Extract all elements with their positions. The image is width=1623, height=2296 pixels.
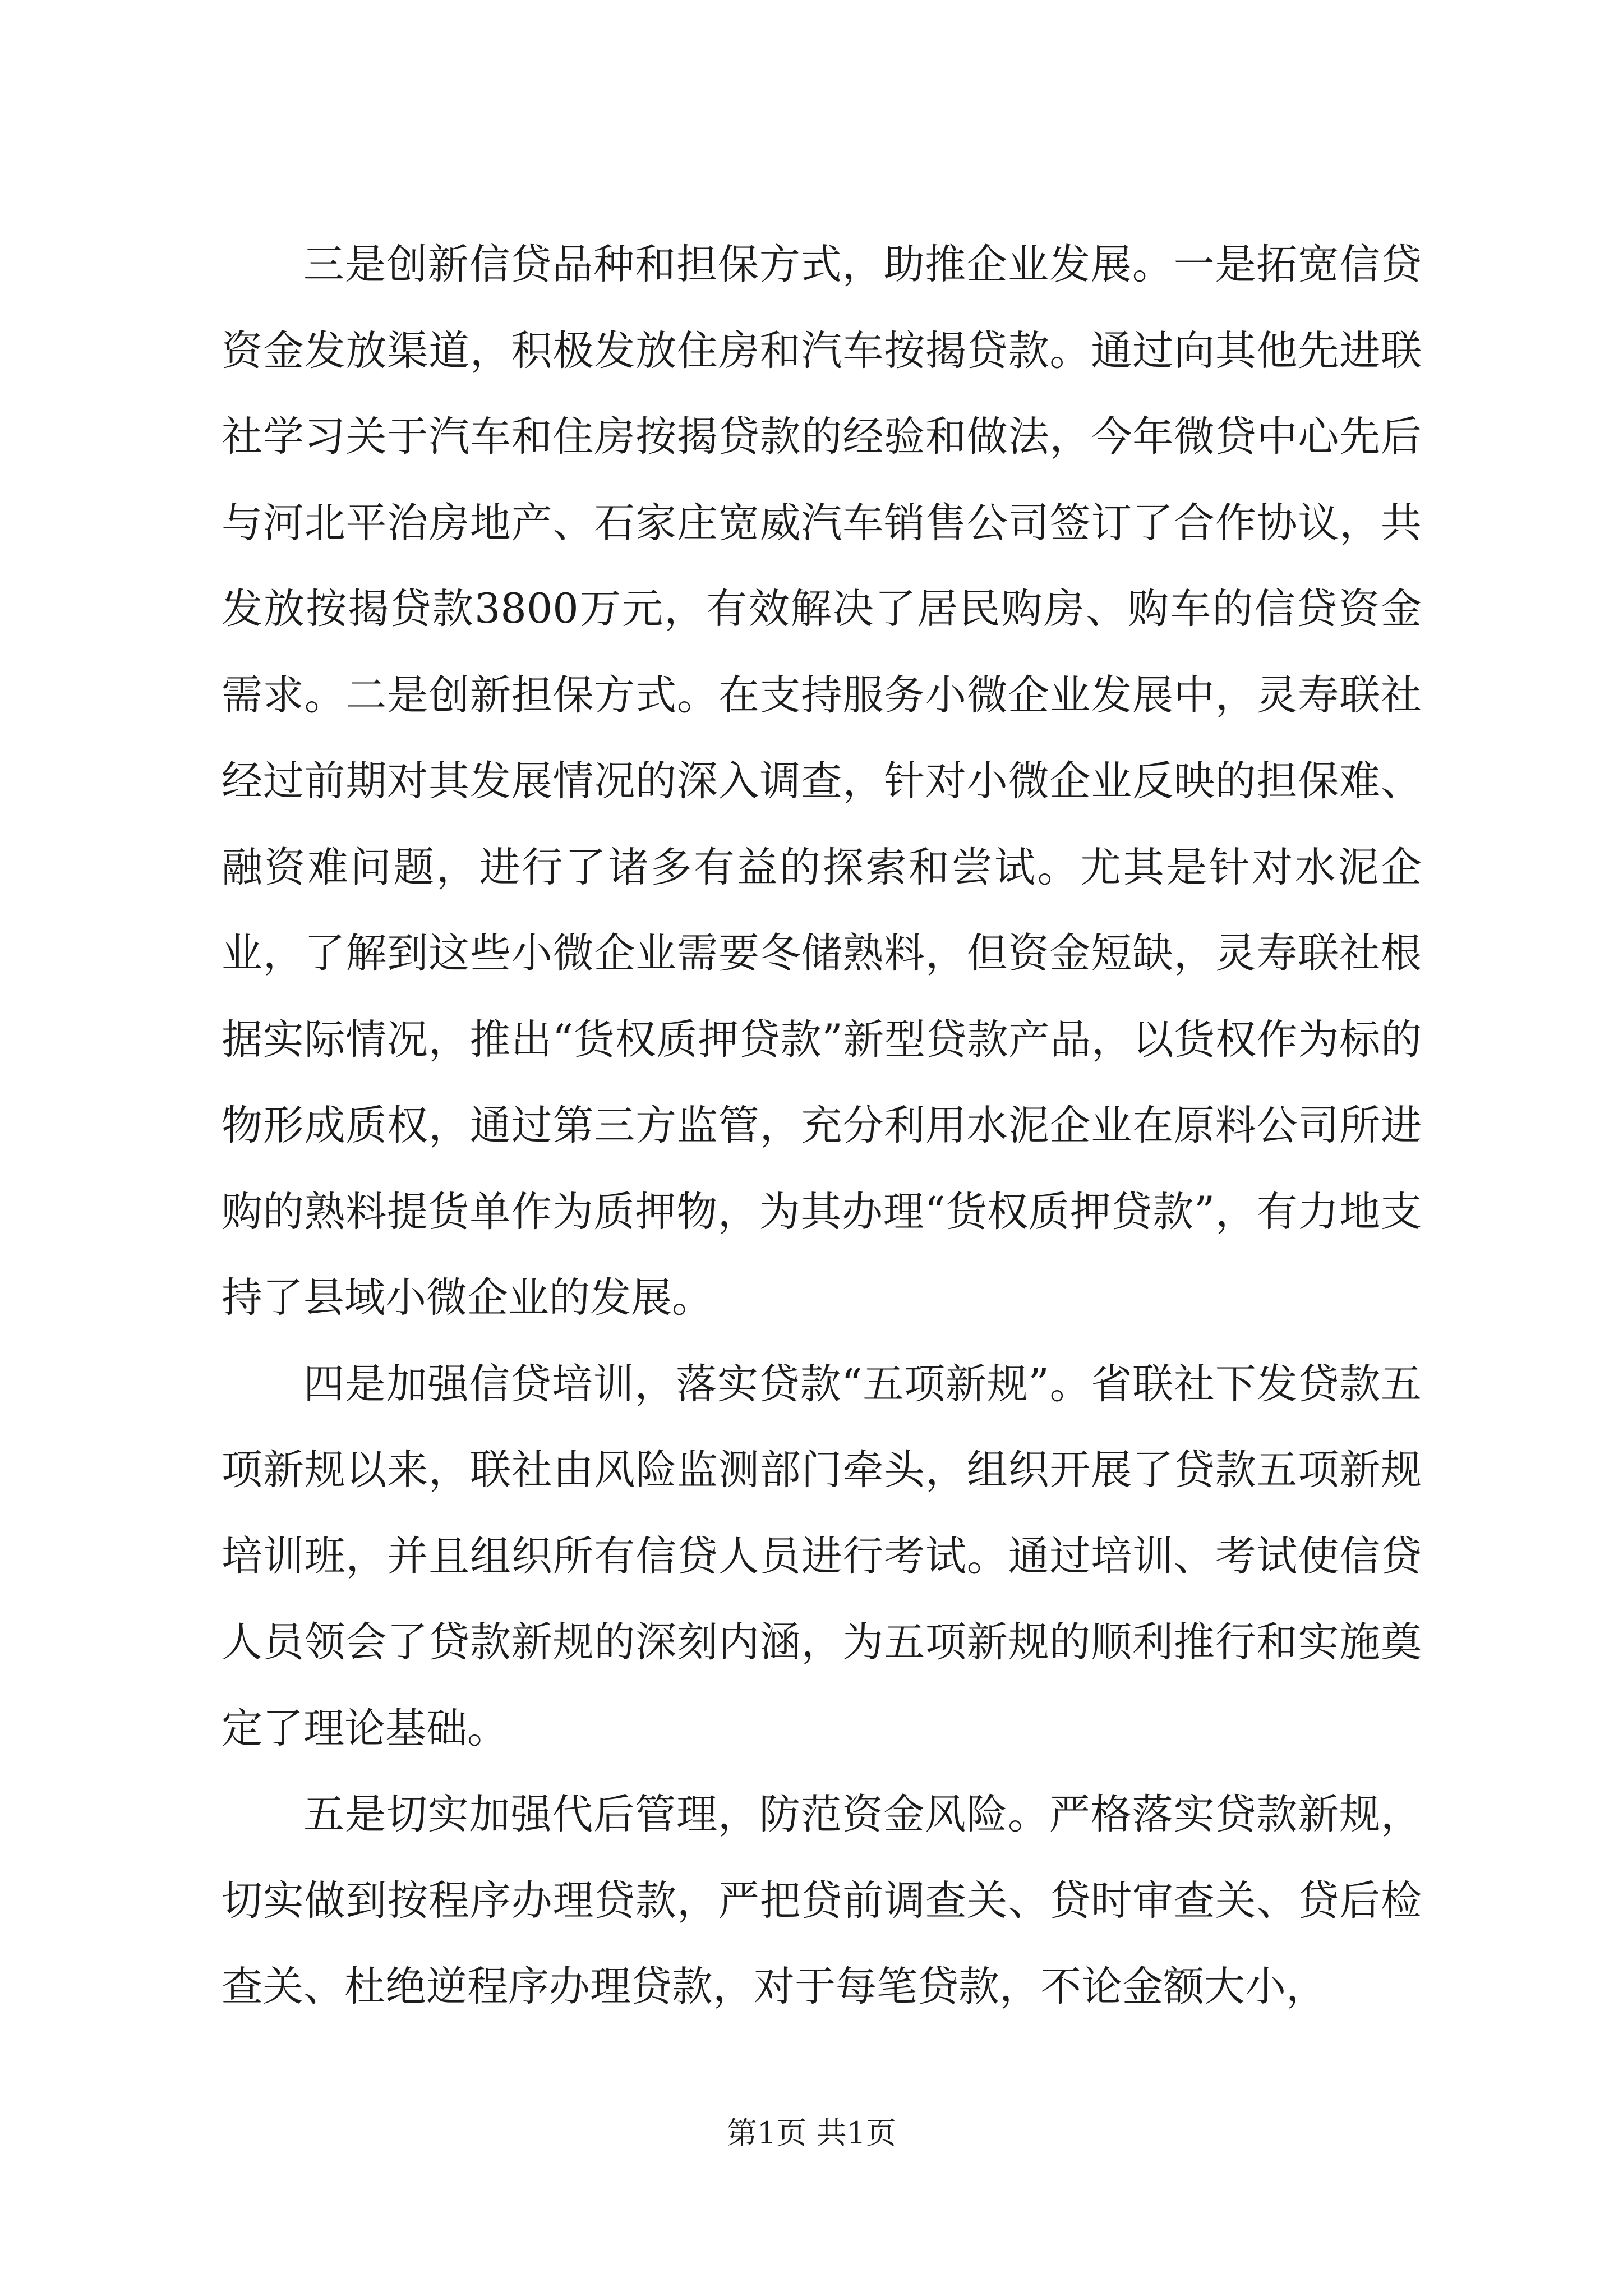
paragraph-credit-training: 四是加强信贷培训，落实贷款“五项新规”。省联社下发贷款五项新规以来，联社由风险监测部门牵头，组织开展了贷款五项新规培训班，并且组织所有信贷人员进行考试。通过培训、考试使信贷人员领会了贷款新规的深刻内涵，为五项新规的顺利推行和实施奠定了理论基础。 (222, 1360, 1422, 1752)
document-body (222, 222, 1422, 2030)
paragraph-post-loan-management: 五是切实加强代后管理，防范资金风险。严格落实贷款新规，切实做到按程序办理贷款，严把贷前调查关、贷时审查关、贷后检查关、杜绝逆程序办理贷款，对于每笔贷款，不论金额大小， (222, 1791, 1422, 2010)
page-number-footer: 第1页 共1页 (727, 2115, 896, 2151)
paragraph-credit-innovation: 三是创新信贷品种和担保方式，助推企业发展。一是拓宽信贷资金发放渠道，积极发放住房和汽车按揭贷款。通过向其他先进联社学习关于汽车和住房按揭贷款的经验和做法，今年微贷中心先后与河北平治房地产、石家庄宽威汽车销售公司签订了合作协议，共发放按揭贷款3800万元，有效解决了居民购房、购车的信贷资金需求。二是创新担保方式。在支持服务小微企业发展中，灵寿联社经过前期对其发展情况的深入调查，针对小微企业反映的担保难、融资难问题，进行了诸多有益的探索和尝试。尤其是针对水泥企业，了解到这些小微企业需要冬储熟料，但资金短缺，灵寿联社根据实际情况，推出“货权质押贷款”新型贷款产品，以货权作为标的物形成质权，通过第三方监管，充分利用水泥企业在原料公司所进购的熟料提货单作为质押物，为其办理“货权质押贷款”，有力地支持了县域小微企业的发展。 (222, 241, 1422, 1322)
